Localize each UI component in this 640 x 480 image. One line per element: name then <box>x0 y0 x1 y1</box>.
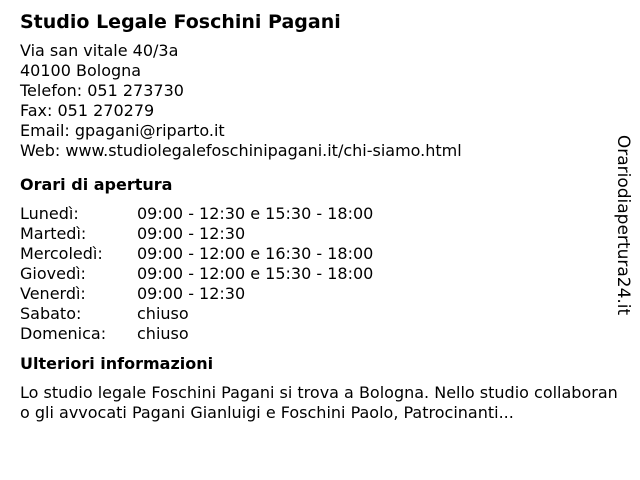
hours-row-tuesday <box>20 224 620 244</box>
day-label: Martedì: <box>20 224 87 243</box>
business-card <box>20 10 620 423</box>
time-value: chiuso <box>137 324 189 343</box>
day-label: Sabato: <box>20 304 82 323</box>
hours-title: Orari di apertura <box>20 175 173 194</box>
hours-row-saturday <box>20 304 620 324</box>
fax-line: Fax: 051 270279 <box>20 101 155 120</box>
site-logo <box>611 135 635 315</box>
hours-row-monday <box>20 204 620 224</box>
day-label: Lunedì: <box>20 204 79 223</box>
day-label: Venerdì: <box>20 284 86 303</box>
website-line: Web: www.studiolegalefoschinipagani.it/chi-siamo.html <box>20 141 462 160</box>
city-line: 40100 Bologna <box>20 61 142 80</box>
email-line: Email: gpagani@riparto.it <box>20 121 225 140</box>
day-label: Mercoledì: <box>20 244 103 263</box>
hours-row-sunday <box>20 324 620 344</box>
address-line: Via san vitale 40/3a <box>20 41 179 60</box>
day-label: Domenica: <box>20 324 107 343</box>
info-title: Ulteriori informazioni <box>20 354 214 373</box>
time-value: 09:00 - 12:30 e 15:30 - 18:00 <box>137 204 374 223</box>
business-name: Studio Legale Foschini Pagani <box>20 11 341 33</box>
time-value: 09:00 - 12:30 <box>137 224 246 243</box>
opening-hours <box>20 204 620 344</box>
hours-row-wednesday <box>20 244 620 264</box>
time-value: 09:00 - 12:30 <box>137 284 246 303</box>
description-text: Lo studio legale Foschini Pagani si trova a Bologna. Nello studio collaborano gli avvocati Pagani Gianluigi e Foschini Paolo, Patrocinanti... <box>20 383 618 422</box>
hours-row-friday <box>20 284 620 304</box>
hours-row-thursday <box>20 264 620 284</box>
day-label: Giovedì: <box>20 264 86 283</box>
time-value: 09:00 - 12:00 e 15:30 - 18:00 <box>137 264 374 283</box>
site-logo-text: Orariodiapertura24.it <box>613 134 633 316</box>
time-value: chiuso <box>137 304 189 323</box>
time-value: 09:00 - 12:00 e 16:30 - 18:00 <box>137 244 374 263</box>
phone-line: Telefon: 051 273730 <box>20 81 184 100</box>
